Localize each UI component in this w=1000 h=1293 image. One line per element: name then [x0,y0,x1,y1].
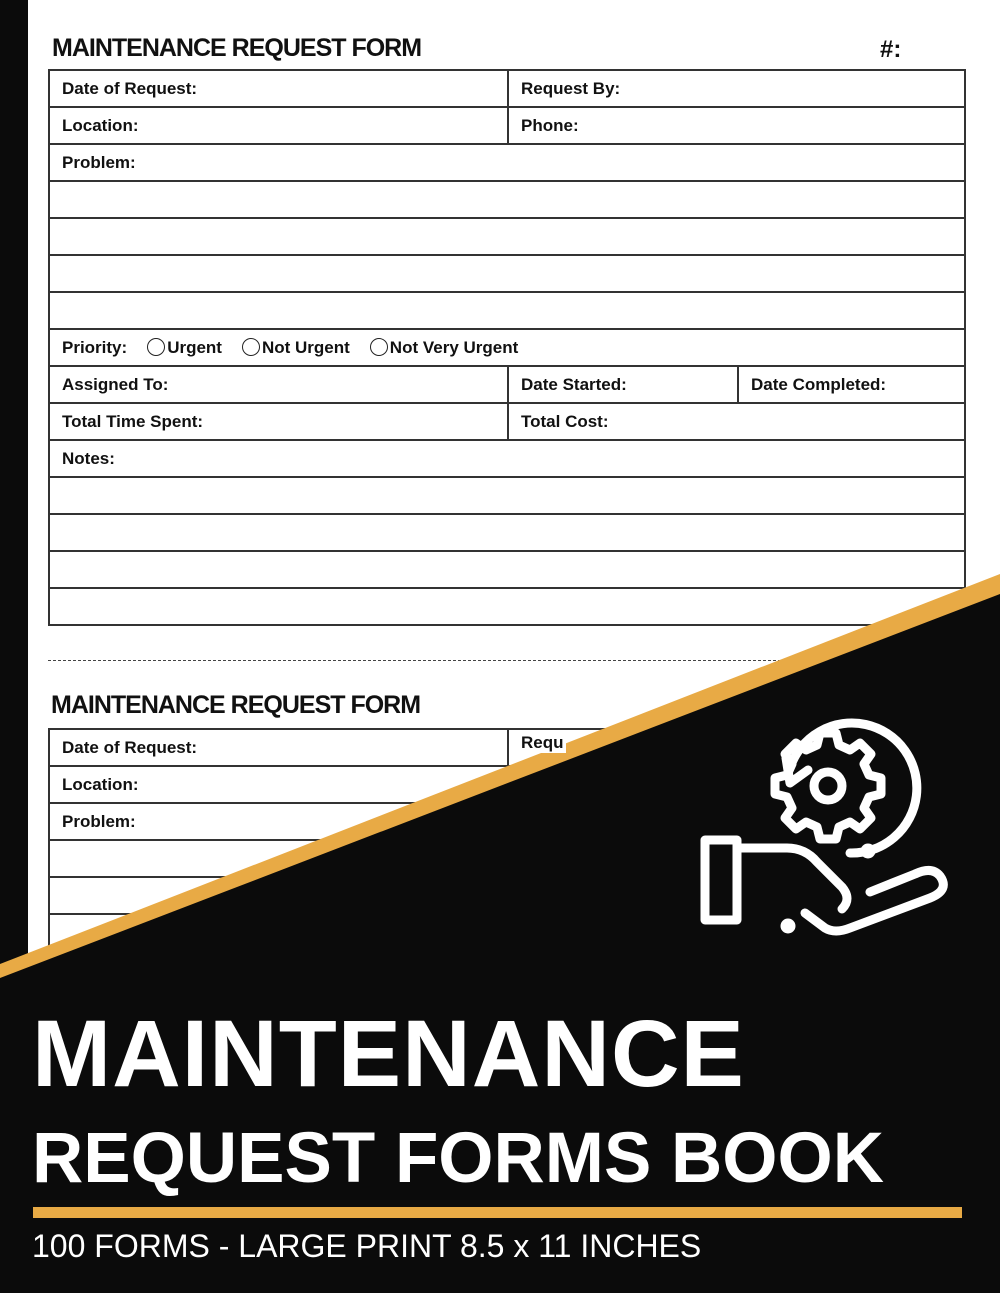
priority-label: Priority: [62,338,128,357]
accent-bar [33,1207,962,1218]
date-started-field: Date Started: [507,367,627,402]
location-field: Location: [62,116,139,135]
maintenance-hand-gear-icon [690,688,960,958]
phone-field: Phone: [507,108,579,143]
location-field: Location: [62,775,139,794]
request-by-field: Request By: [507,71,620,106]
request-by-field: Requ [521,733,564,752]
cover-subtitle: 100 FORMS - LARGE PRINT 8.5 x 11 INCHES [32,1228,702,1264]
cover-title-line1: MAINTENANCE [32,1001,745,1107]
not-urgent-label: Not Urgent [261,338,350,357]
assigned-to-field: Assigned To: [62,375,169,394]
total-time-field: Total Time Spent: [62,412,204,431]
problem-field: Problem: [62,153,136,172]
urgent-label: Urgent [167,338,222,357]
date-of-request-field: Date of Request: [62,79,198,98]
date-of-request-field: Date of Request: [62,738,198,757]
cover-title-line2: REQUEST FORMS BOOK [32,1119,885,1198]
form-number-label: #: [880,36,902,63]
form-title-2: MAINTENANCE REQUEST FORM [51,691,421,719]
not-very-urgent-label: Not Very Urgent [389,338,519,357]
notes-field: Notes: [62,449,115,468]
date-completed-field: Date Completed: [737,367,886,402]
total-cost-field: Total Cost: [507,404,609,439]
form-title: MAINTENANCE REQUEST FORM [52,34,422,62]
problem-field: Problem: [62,812,136,831]
